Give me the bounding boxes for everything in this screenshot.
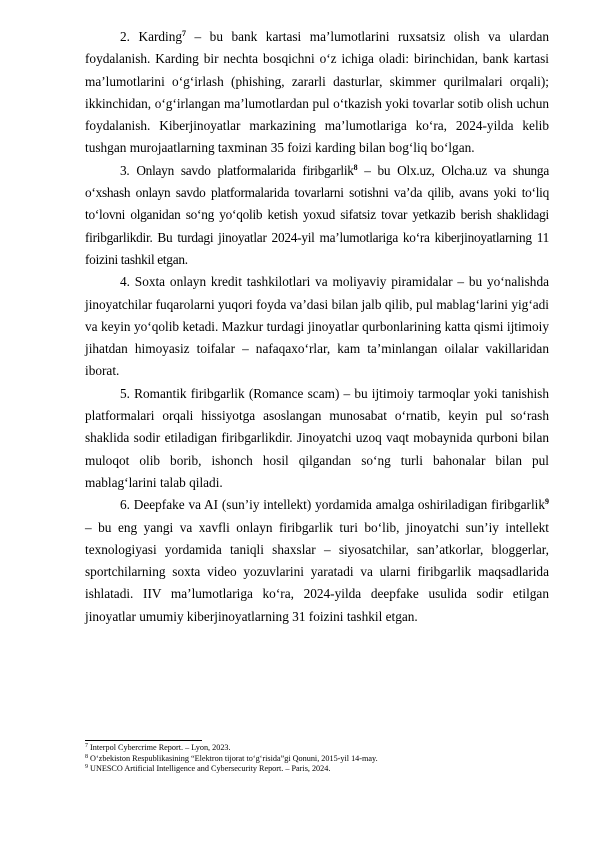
footnote-divider bbox=[85, 740, 202, 741]
footnotes-section bbox=[85, 740, 549, 775]
paragraph-text: – bu Olx.uz, Olcha.uz va shunga o‘xshash onlayn savdo platformalarida tovarlarni sotishni va’da qilib, avans yoki to‘liq to‘lovni olganidan so‘ng yo‘qolib ketish yoxud sifatsiz tovar yetkazib berish shaklidagi firibgarlikdir. Bu turdagi jinoyatlar 2024-yil ma’lumotlariga ko‘ra kiberjinoyatlarning 11 foizini tashkil etgan. bbox=[85, 162, 549, 267]
document-body bbox=[85, 26, 549, 628]
footnote-number: 9 bbox=[85, 764, 88, 771]
footnote-7 bbox=[85, 743, 549, 754]
footnote-9 bbox=[85, 764, 549, 775]
paragraph-carding bbox=[85, 26, 549, 160]
paragraph-deepfake-fraud bbox=[85, 494, 549, 628]
paragraph-text: 6. Deepfake va AI (sun’iy intellekt) yordamida amalga oshiriladigan firibgarlik bbox=[120, 497, 545, 513]
paragraph-text: 5. Romantik firibgarlik (Romance scam) – bu ijtimoiy tarmoqlar yoki tanishish platformalari orqali hissiyotga asoslangan munosabat o‘rnatib, keyin pul so‘rash shaklida sodir etiladigan firibgarlikdir. Jinoyatchi uzoq vaqt mobaynida qurboni bilan muloqot olib borib, ishonch hosil qilgandan so‘ng turli bahonalar bilan pul mablag‘larini talab qiladi. bbox=[85, 385, 549, 490]
paragraph-text: 3. Onlayn savdo platformalarida firibgarlik bbox=[120, 162, 354, 178]
footnote-text: O‘zbekiston Respublikasining “Elektron tijorat to‘g‘risida”gi Qonuni, 2015-yil 14-may. bbox=[88, 753, 378, 763]
footnote-text: Interpol Cybercrime Report. – Lyon, 2023. bbox=[88, 743, 231, 752]
footnote-ref[interactable]: 8 bbox=[353, 162, 358, 172]
footnote-number: 8 bbox=[85, 753, 88, 760]
paragraph-fake-credit-pyramids bbox=[85, 271, 549, 382]
paragraph-online-marketplace-fraud bbox=[85, 160, 549, 271]
footnote-ref[interactable]: 7 bbox=[182, 29, 187, 38]
paragraph-text: – bu bank kartasi ma’lumotlarini ruxsatsiz olish va ulardan foydalanish. Karding bir nechta bosqichni o‘z ichiga oladi: birinchidan, bank kartasi ma’lumotlarini o‘g‘irlash (phishing, zararli dasturlar, skimmer qurilmalari orqali); ikkinchidan, o‘g‘irlangan ma’lumotlardan pul o‘tkazish yoki tovarlar sotib olish uchun foydalanish. Kiberjinoyatlar markazining ma’lumotlariga ko‘ra, 2024-yilda kelib tushgan murojaatlarning taxminan 35 foizi karding bilan bog‘liq bo‘lgan. bbox=[85, 29, 550, 156]
footnote-8 bbox=[85, 754, 549, 765]
footnote-ref[interactable]: 9 bbox=[545, 497, 549, 507]
paragraph-romance-scam bbox=[85, 383, 549, 494]
paragraph-text: 2. Karding bbox=[120, 29, 183, 44]
footnote-text: UNESCO Artificial Intelligence and Cybersecurity Report. – Paris, 2024. bbox=[88, 764, 331, 774]
paragraph-text: – bu eng yangi va xavfli onlayn firibgarlik turi bo‘lib, jinoyatchi sun’iy intellekt texnologiyasi yordamida taniqli shaxslar – siyosatchilar, san’atkorlar, bloggerlar, sportchilarning soxta video yozuvlarini yaratadi va ularni firibgarlik maqsadlarida ishlatadi. IIV ma’lumotlariga ko‘ra, 2024-yilda deepfake usulida sodir etilgan jinoyatlar umumiy kiberjinoyatlarning 31 foizini tashkil etgan. bbox=[85, 519, 549, 624]
paragraph-text: 4. Soxta onlayn kredit tashkilotlari va moliyaviy piramidalar – bu yo‘nalishda jinoyatchilar fuqarolarni yuqori foyda va’dasi bilan jalb qilib, pul mablag‘larini yig‘adi va keyin yo‘qolib ketadi. Mazkur turdagi jinoyatlar qurbonlarining katta qismi ijtimoiy jihatdan himoyasiz toifalar – nafaqaxo‘rlar, kam ta’minlangan oilalar vakillaridan iborat. bbox=[85, 274, 549, 379]
footnote-number: 7 bbox=[85, 743, 88, 749]
